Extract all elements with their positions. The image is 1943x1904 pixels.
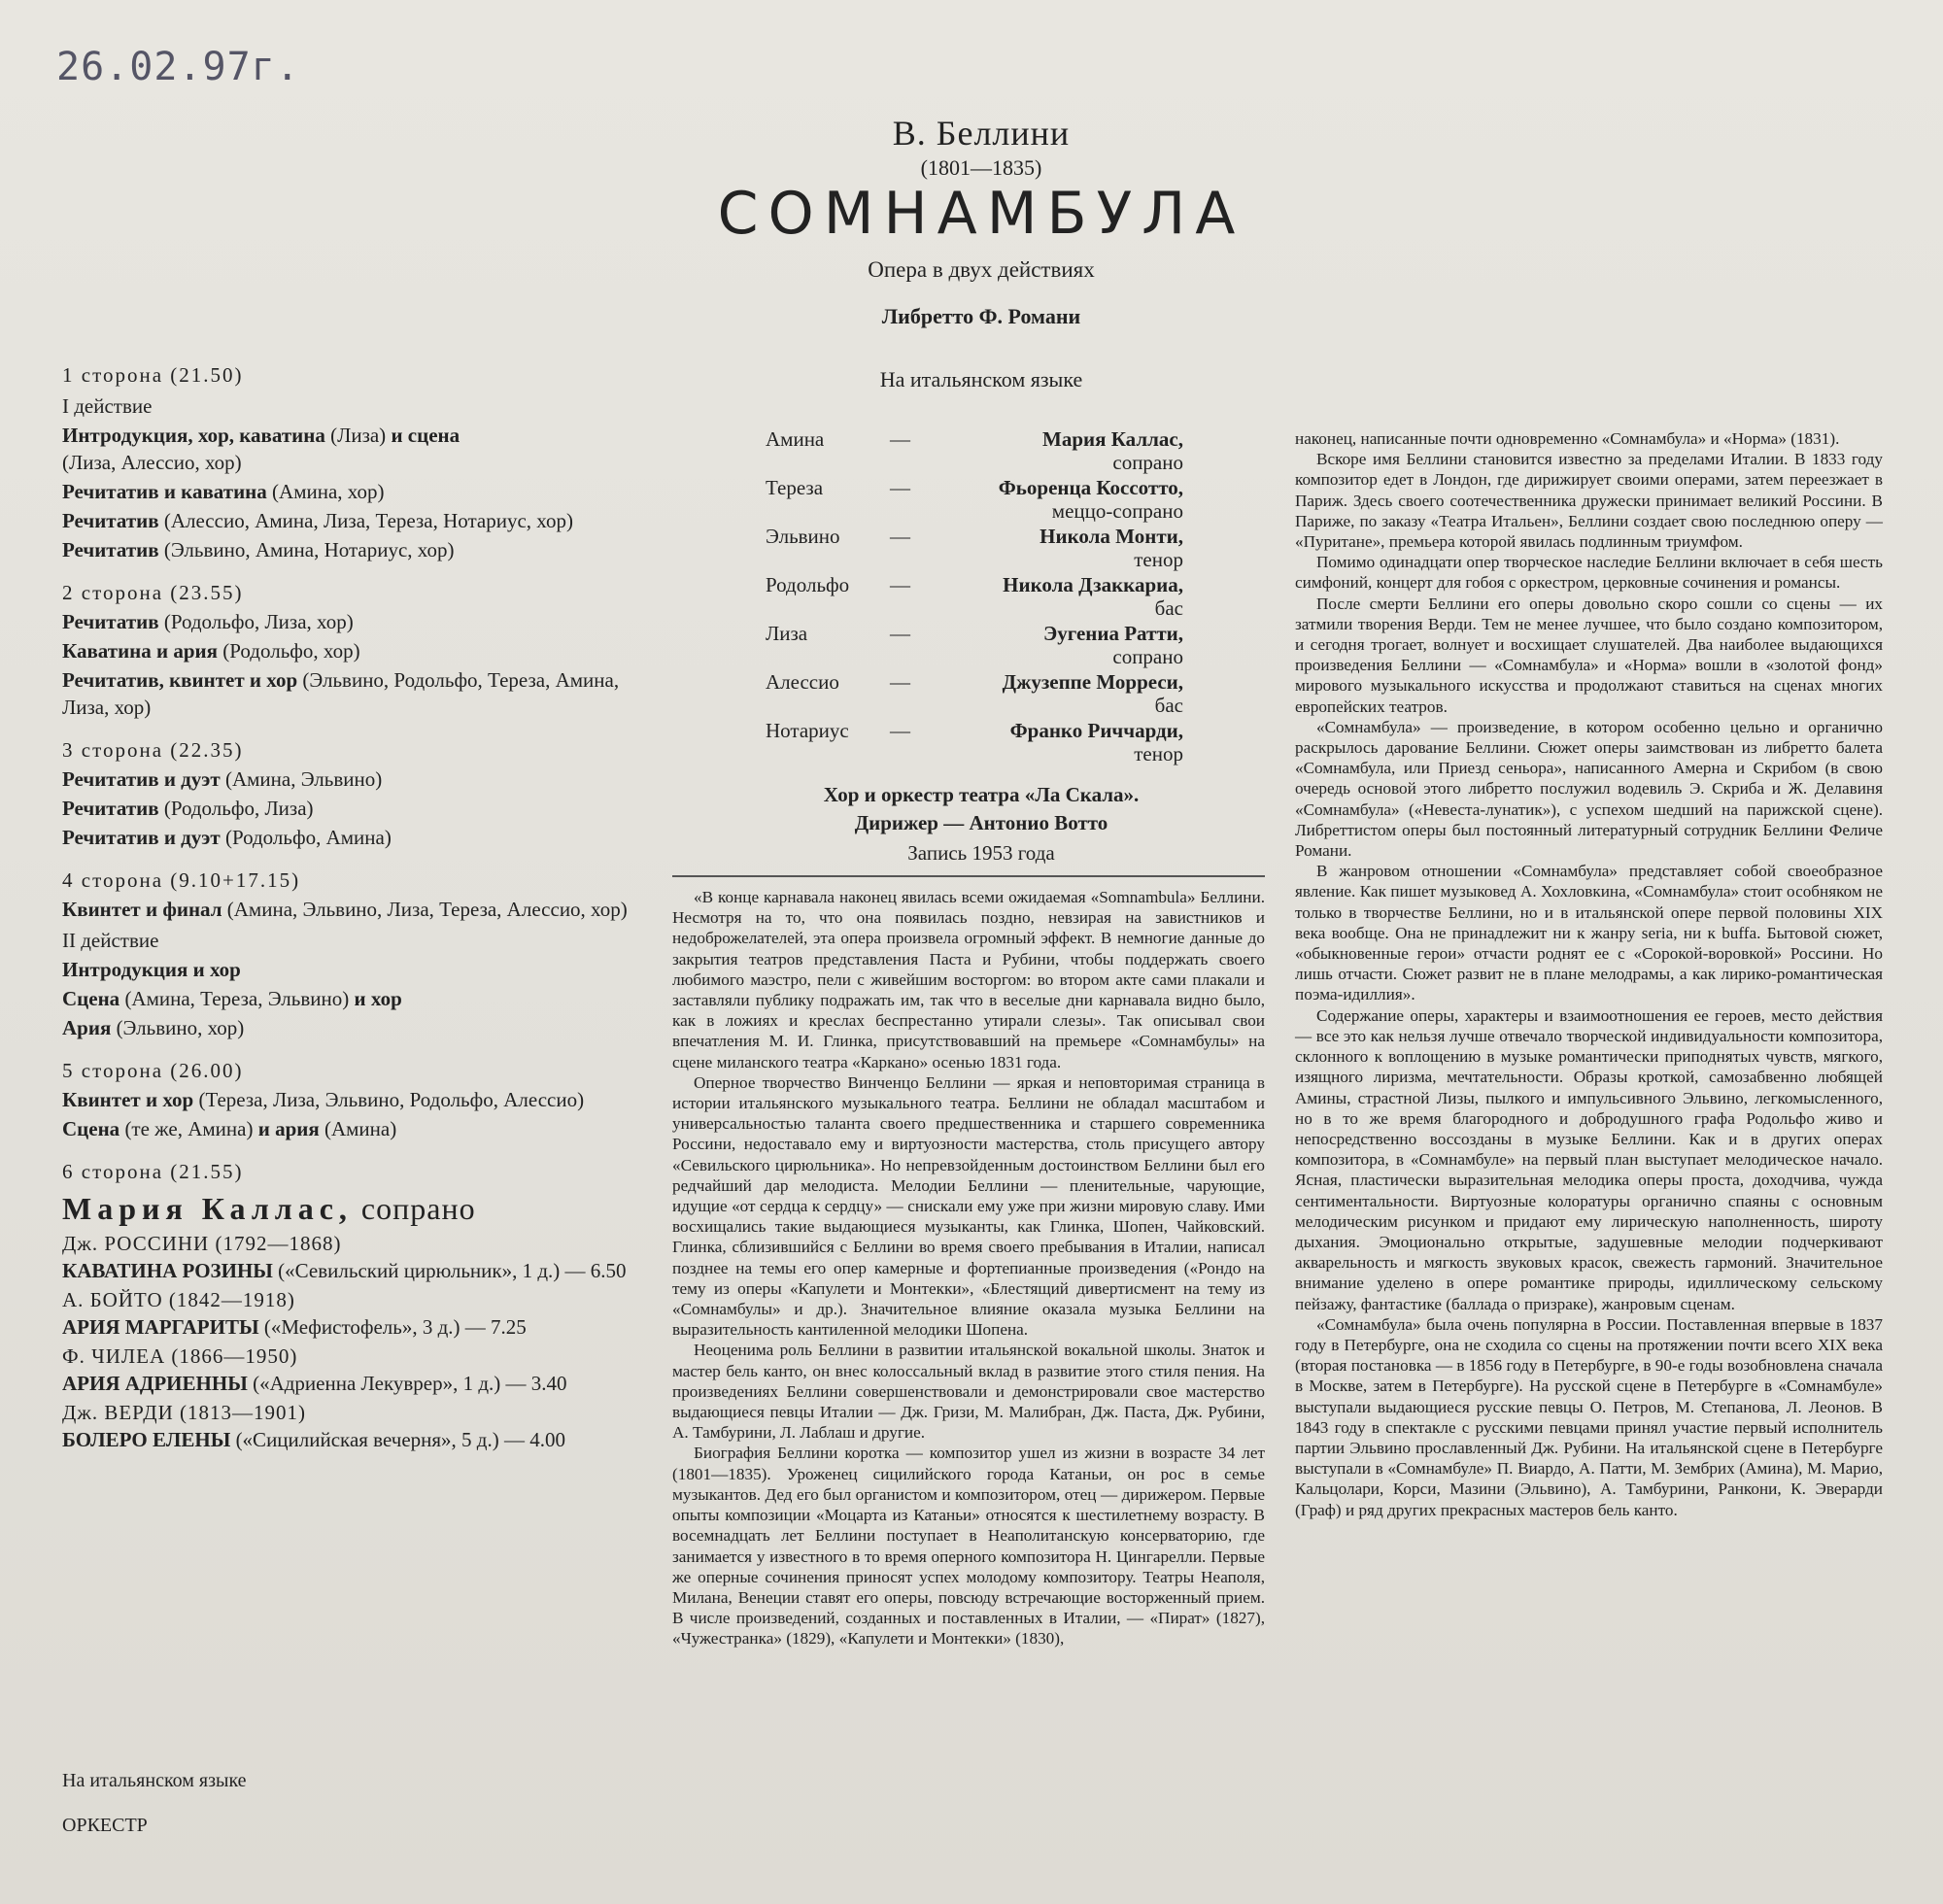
track-item: Сцена (те же, Амина) и ария (Амина) — [62, 1117, 397, 1140]
article-paragraph: наконец, написанные почти одновременно «Сомнамбула» и «Норма» (1831). — [1295, 429, 1840, 448]
article-paragraph: Оперное творчество Винченцо Беллини — яркая и неповторимая страница в истории итальянского музыкального театра. Беллини не обладал масштабом и универсальностью таланта своего предшественника и старшего современника Россини, недоставало ему и виртуозности мастерства, столь присущего автору «Севильского цирюльника». Но непревзойденным достоинством Беллини был его редчайший дар мелодиста. Мелодии Беллини — пленительные, чарующие, идущие «от сердца к сердцу» — снискали ему уже при жизни мировую славу. Ими восхищались такие выдающиеся музыканты, как Глинка, Шопен, Чайковский. Глинка, сблизившийся с Беллини во время своего пребывания в Италии, написал позднее на темы его опер камерные и фортепианные произведения («Рондо на тему из оперы «Капулети и Монтекки», «Блестящий дивертисмент на тему из «Сомнамбулы» и др.). Значительное влияние оказала музыка Беллини на выразительность кантиленной мелодики Шопена. — [672, 1072, 1265, 1340]
article-paragraph: Содержание оперы, характеры и взаимоотношения ее героев, место действия — все это как нельзя лучше отвечало творческой индивидуальности композитора, склонного к воплощению в музыке романтически приподнятых чувств, мягкого, изящного лиризма, мечтательности. Образы кроткой, самозабвенно любящей Амины, страстной Лизы, пылкого и импульсивного Эльвино, легкомысленного, но в то же время благородного и добродушного графа Родольфо живо и непосредственно воссозданы в музыке Беллини. Как и в других операх композитора, в «Сомнамбуле» на первый план выступает мелодическое начало. Ясная, пластически выразительная мелодика оперы проста, доходчива, чужда сентиментальности. Виртуозные колоратуры органично спаяны с основным мелодическим рисунком и придают ему лирическую наполненность, широту дыхания. Эмоционально открытые, задушевные мелодии подчеркивают акварельность и мягкость звуковых красок, свежесть гармоний. Значительное внимание уделено в опере романтике природы, идиллическому сельскому пейзажу, фантастике (баллада о призраке), жанровым сценам. — [1295, 1005, 1883, 1313]
track-item: Каватина и ария (Родольфо, хор) — [62, 639, 360, 663]
side-heading: 2 сторона (23.55) — [62, 581, 244, 604]
opera-subtitle: Опера в двух действиях — [868, 257, 1095, 282]
track-item: Речитатив (Родольфо, Лиза) — [62, 797, 314, 820]
language-note: На итальянском языке — [879, 367, 1083, 391]
recital-item: А. БОЙТО (1842—1918) АРИЯ МАРГАРИТЫ («Мефистофель», 3 д.) — 7.25 — [62, 1288, 527, 1339]
article-paragraph: В жанровом отношении «Сомнамбула» представляет собой своеобразное явление. Как пишет музыковед А. Хохловкина, «Сомнамбула» стоит особняком не только в творчестве Беллини, но и в итальянской опере первой половины XIX века вообще. Она не принадлежит ни к жанру seria, ни к buffa. Бытовой сюжет, «обыкновенные герои» отчасти роднят ее с «Сорокой-воровкой» Россини. Но лишь отчасти. Сюжет развит не в плане мелодрамы, а как лирико-романтическая поэма-идиллия». — [1295, 862, 1883, 1004]
recital-item: Ф. ЧИЛЕА (1866—1950) АРИЯ АДРИЕННЫ («Адриенна Лекуврер», 1 д.) — 3.40 — [62, 1344, 567, 1395]
article-paragraph: Неоценима роль Беллини в развитии итальянской вокальной школы. Знаток и мастер бель канто, он внес колоссальный вклад в развитие этого стиля пения. На произведениях Беллини совершенствовали и демонстрировали свое мастерство выдающиеся певцы Италии — Дж. Гризи, М. Малибран, Дж. Паста, Дж. Рубини, А. Тамбурини, Л. Лаблаш и другие. — [672, 1341, 1265, 1443]
article-column-2 — [1295, 428, 1883, 1520]
track-item: Квинтет и финал (Амина, Эльвино, Лиза, Тереза, Алессио, хор) — [62, 898, 628, 921]
recital-item: Дж. РОССИНИ (1792—1868) КАВАТИНА РОЗИНЫ («Севильский цирюльник», 1 д.) — 6.50 — [62, 1232, 627, 1282]
composer-name: В. Беллини — [892, 114, 1071, 153]
track-item: Речитатив и каватина (Амина, хор) — [62, 480, 385, 503]
composer-years: (1801—1835) — [920, 155, 1042, 180]
opera-title: СОМНАМБУЛА — [717, 180, 1245, 248]
cast-row: Тереза — Фьоренца Коссотто, меццо-сопрано — [766, 476, 1183, 523]
recital-item: Дж. ВЕРДИ (1813—1901) БОЛЕРО ЕЛЕНЫ («Сицилийская вечерня», 5 д.) — 4.00 — [62, 1401, 565, 1451]
article-paragraph: Помимо одинадцати опер творческое наследие Беллини включает в себя шесть симфоний, концерт для гобоя с оркестром, церковные сочинения и романсы. — [1295, 553, 1883, 593]
cast-row: Нотариус — Франко Риччарди, тенор — [766, 719, 1183, 765]
article-paragraph: После смерти Беллини его оперы довольно скоро сошли со сцены — их затмили творения Верди. Тем не менее лучшее, что было создано композитором, и сегодня трогает, волнует и восхищает слушателей. Два наиболее выдающихся произведения Беллини — «Сомнамбула» и «Норма» вошли в «золотой фонд» мирового музыкального искусства и продолжают ставиться на сценах многих европейских театров. — [1295, 594, 1883, 716]
track-item: Квинтет и хор (Тереза, Лиза, Эльвино, Родольфо, Алессио) — [62, 1088, 585, 1111]
article-paragraph: «Сомнамбула» была очень популярна в России. Поставленная впервые в 1837 году в Петербурге, она не сходила со сцены на протяжении почти всего XIX века (вторая постановка — в 1856 году в Петербурге, в 90-е годы возобновлена сначала в Москве, затем в Петербурге). На русской сцене в Петербурге в «Сомнамбуле» выступали выдающиеся русские певцы О. Петров, М. Степанова, Л. Леонов. В 1843 году в спектакле с русскими певцами принял участие первый исполнитель партии Эльвино прославленный Дж. Рубини. На итальянской сцене в Петербурге выступали в «Сомнамбуле» П. Виардо, А. Патти, М. Зембрих (Амина), М. Марио, Кальцолари, Корси, Мазини (Эльвино), А. Тамбурини, Ранкони, К. Эверарди (Граф) и ряд других прекрасных мастеров бель канто. — [1295, 1314, 1883, 1519]
act-heading: II действие — [62, 929, 159, 952]
cast-row: Эльвино — Никола Монти, тенор — [766, 525, 1183, 571]
side-listing — [62, 361, 650, 1453]
side-heading: 3 сторона (22.35) — [62, 738, 244, 762]
cast-row: Амина — Мария Каллас, сопрано — [766, 427, 1183, 474]
recording-year: Запись 1953 года — [907, 841, 1055, 865]
cast-row: Родольфо — Никола Дзаккариа, бас — [766, 573, 1183, 620]
chorus-credit: Хор и оркестр театра «Ла Скала». Дирижер — Антонио Вотто — [823, 783, 1140, 834]
side-heading: 1 сторона (21.50) — [62, 363, 244, 387]
track-item: Речитатив (Родольфо, Лиза, хор) — [62, 610, 354, 633]
side-heading: 5 сторона (26.00) — [62, 1059, 244, 1082]
article-paragraph: Биография Беллини коротка — композитор ушел из жизни в возрасте 34 лет (1801—1835). Уроженец сицилийского города Катаньи, он рос в семье музыкантов. Дед его был органистом и композитором, отец — дирижером. Первые опыты композиции «Моцарта из Катаньи» относятся к шестилетнему возрасту. В восемнадцать лет Беллини поступает в Неаполитанскую консерваторию, где занимается у известного в то время оперного композитора Н. Цингарелли. Первые же оперные сочинения приносят успех молодому композитору. Театры Неаполя, Милана, Венеции ставят его оперы, повсюду встречающие восторженный прием. В числе произведений, созданных и поставленных в Италии, — «Пират» (1827), «Чужестранка» (1829), «Капулети и Монтекки» (1830), — [672, 1444, 1265, 1649]
recital-singer: Мария Каллас, сопрано — [62, 1191, 476, 1226]
act-heading: I действие — [62, 394, 153, 418]
track-item: Речитатив (Алессио, Амина, Лиза, Тереза, Нотариус, хор) — [62, 509, 573, 532]
track-item: Речитатив (Эльвино, Амина, Нотариус, хор) — [62, 538, 455, 561]
side-heading: 4 сторона (9.10+17.15) — [62, 868, 301, 892]
cast-row: Лиза — Эугениа Ратти, сопрано — [766, 622, 1183, 668]
side-heading: 6 сторона (21.55) — [62, 1160, 244, 1183]
libretto-credit: Либретто Ф. Романи — [881, 304, 1081, 328]
track-item: Сцена (Амина, Тереза, Эльвино) и хор — [62, 987, 402, 1010]
article-paragraph: Вскоре имя Беллини становится известно за пределами Италии. В 1833 году композитор едет в Лондон, где дирижирует своими операми, затем переезжает в Париж. Здесь своего соотечественника дружески принимает великий Россини. В Париже, по заказу «Театра Итальен», Беллини создает свою последнюю оперу — «Пуритане», премьера которой явилась подлинным триумфом. — [1295, 450, 1883, 552]
footer-language: На итальянском языке — [62, 1770, 247, 1791]
article-column-1 — [672, 887, 1265, 1649]
article-paragraph: «В конце карнавала наконец явилась всеми ожидаемая «Somnambula» Беллини. Несмотря на то, что она появилась поздно, невзирая на завистников и недоброжелателей, эта опера произвела огромный эффект. В немногие данные до закрытия театров представления Паста и Рубини, чтобы поддержать своего любимого маэстро, пели с живейшим восторгом: во втором акте сами плакали и заставляли публику подражать им, так что в веселые дни карнавала видно было, как в ложиях и креслах беспрестанно утирали слезы». Так описывал свои впечатления М. И. Глинка, присутствовавший на премьере «Сомнамбулы» на сцене миланского театра «Каркано» осенью 1831 года. — [672, 888, 1265, 1071]
cast-list — [766, 427, 1183, 767]
divider — [672, 875, 1265, 877]
track-item: Интродукция, хор, каватина (Лиза) и сцена (Лиза, Алессио, хор) — [62, 424, 460, 474]
track-item: Ария (Эльвино, хор) — [62, 1016, 245, 1039]
handwritten-date: 26.02.97г. — [56, 45, 300, 89]
track-item: Речитатив, квинтет и хор (Эльвино, Родольфо, Тереза, Амина, Лиза, хор) — [62, 668, 620, 719]
track-item: Речитатив и дуэт (Родольфо, Амина) — [62, 826, 392, 849]
track-item: Интродукция и хор — [62, 958, 241, 981]
cast-row: Алессио — Джузеппе Морреси, бас — [766, 670, 1183, 717]
article-paragraph: «Сомнамбула» — произведение, в котором особенно цельно и органично раскрылось дарование Беллини. Сюжет оперы заимствован из либретто балета «Сомнамбула, или Приезд сеньора», написанного Амерна и Скрибом (в свою очередь основой этого либретто послужил водевиль Э. Скриба и Ж. Делавиня «Сомнамбула» («Невеста-лунатик»), с успехом шедший на парижской сцене). Либреттистом оперы был постоянный литературный сотрудник Беллини Феличе Романи. — [1295, 717, 1883, 861]
footer-orchestra: ОРКЕСТР — [62, 1815, 148, 1836]
track-item: Речитатив и дуэт (Амина, Эльвино) — [62, 767, 383, 791]
